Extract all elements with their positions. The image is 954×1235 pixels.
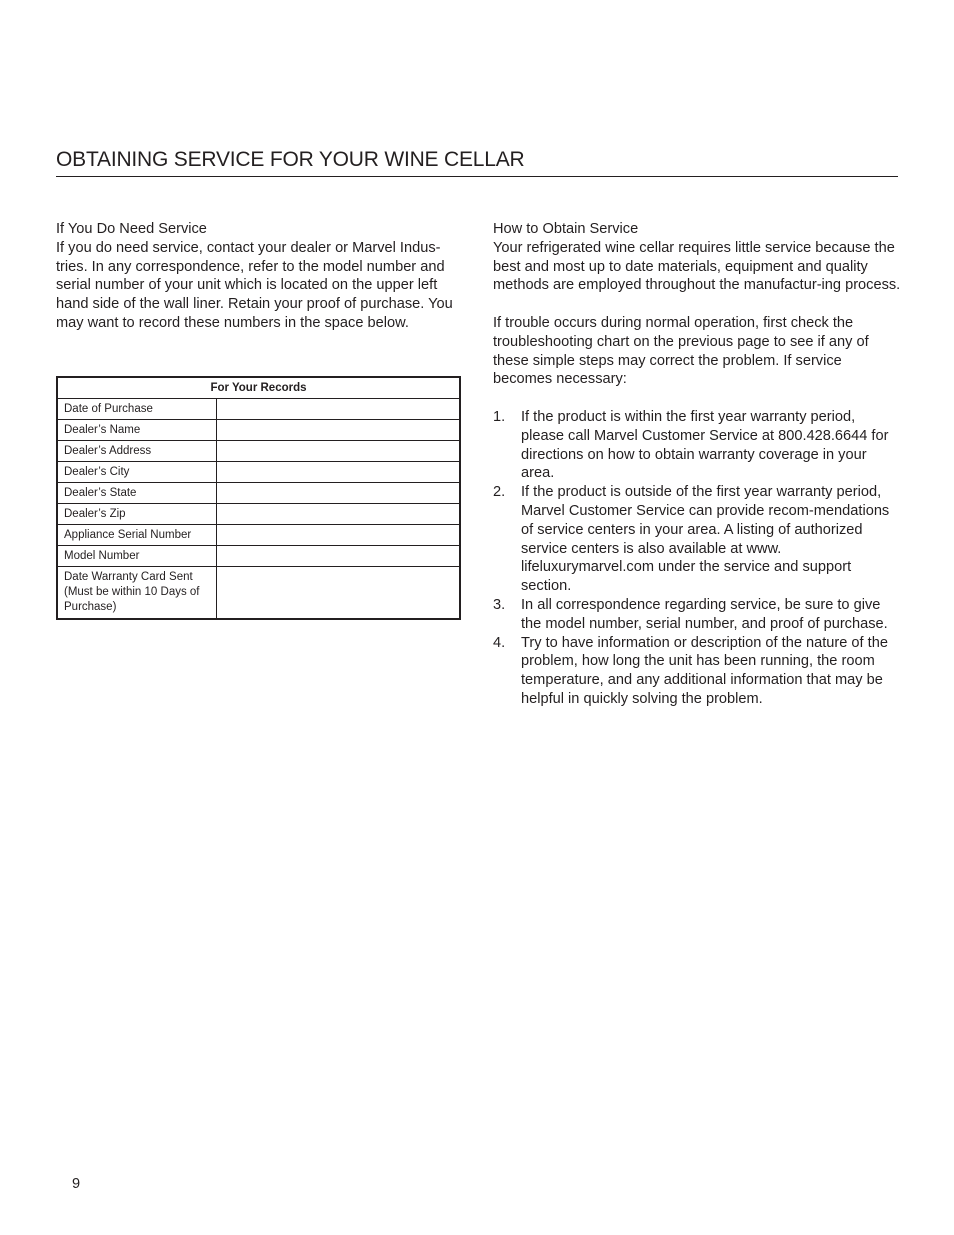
table-row	[57, 504, 460, 525]
left-column	[56, 220, 466, 333]
records-table-header: For Your Records	[57, 377, 460, 399]
step-number: 2.	[493, 484, 506, 501]
row-value-dealers-city	[217, 462, 461, 483]
need-service-heading: If You Do Need Service	[56, 221, 207, 237]
list-item	[493, 634, 901, 709]
page-number: 9	[72, 1176, 81, 1192]
obtain-service-para-1: Your refrigerated wine cellar requires little service because the best and most up to date materials, equipment and quality methods are employed throughout the manufactur-ing process.	[493, 239, 901, 294]
need-service-body: If you do need service, contact your dealer or Marvel Indus-tries. In any correspondence, refer to the model number and serial number of your unit which is located on the upper left hand side of the wall liner. Retain your proof of purchase. You may want to record these numbers in the space below.	[56, 239, 453, 331]
step-number: 1.	[493, 408, 506, 425]
table-row	[57, 399, 460, 420]
records-table-header-row	[57, 377, 460, 399]
obtain-service-heading: How to Obtain Service	[493, 221, 639, 237]
row-label-dealers-zip: Dealer’s Zip	[57, 504, 217, 525]
step-text: In all correspondence regarding service, be sure to give the model number, serial number, and proof of purchase.	[521, 596, 888, 632]
step-text: Try to have information or description of the nature of the problem, how long the unit has been running, the room temperature, and any additional information that may be helpful in quickly solving the problem.	[521, 634, 888, 707]
row-label-model-number: Model Number	[57, 546, 217, 567]
row-label-date-of-purchase: Date of Purchase	[57, 399, 217, 420]
row-value-date-warranty-card-sent	[217, 567, 461, 620]
row-label-dealers-city: Dealer’s City	[57, 462, 217, 483]
step-text: If the product is outside of the first year warranty period, Marvel Customer Service can provide recom-mendations of service centers in your area. A listing of authorized service centers is also available at www. lifeluxurymarvel.com under the service and support section.	[521, 484, 890, 595]
row-value-dealers-name	[217, 420, 461, 441]
row-value-dealers-zip	[217, 504, 461, 525]
right-column	[493, 220, 901, 709]
row-value-dealers-address	[217, 441, 461, 462]
records-table	[56, 376, 461, 620]
list-item	[493, 408, 901, 483]
step-text: If the product is within the first year warranty period, please call Marvel Customer Service at 800.428.6644 for directions on how to obtain warranty coverage in your area.	[521, 408, 889, 482]
row-value-dealers-state	[217, 483, 461, 504]
table-row	[57, 441, 460, 462]
obtain-service-para-2: If trouble occurs during normal operation, first check the troubleshooting chart on the previous page to see if any of these simple steps may correct the problem. If service becomes necessary:	[493, 314, 869, 388]
table-row	[57, 567, 460, 620]
table-row	[57, 420, 460, 441]
row-label-dealers-name: Dealer’s Name	[57, 420, 217, 441]
list-item	[493, 483, 901, 596]
row-label-dealers-state: Dealer’s State	[57, 483, 217, 504]
page-title: OBTAINING SERVICE FOR YOUR WINE CELLAR	[56, 146, 898, 177]
row-label-appliance-serial-number: Appliance Serial Number	[57, 525, 217, 546]
row-value-model-number	[217, 546, 461, 567]
table-row	[57, 483, 460, 504]
row-label-date-warranty-card-sent: Date Warranty Card Sent (Must be within 10 Days of Purchase)	[57, 567, 217, 620]
step-number: 4.	[493, 634, 506, 651]
row-value-appliance-serial-number	[217, 525, 461, 546]
table-row	[57, 525, 460, 546]
row-value-date-of-purchase	[217, 399, 461, 420]
step-number: 3.	[493, 596, 506, 613]
table-row	[57, 546, 460, 567]
service-steps-list	[493, 408, 901, 709]
table-row	[57, 462, 460, 483]
list-item	[493, 596, 901, 634]
row-label-dealers-address: Dealer’s Address	[57, 441, 217, 462]
